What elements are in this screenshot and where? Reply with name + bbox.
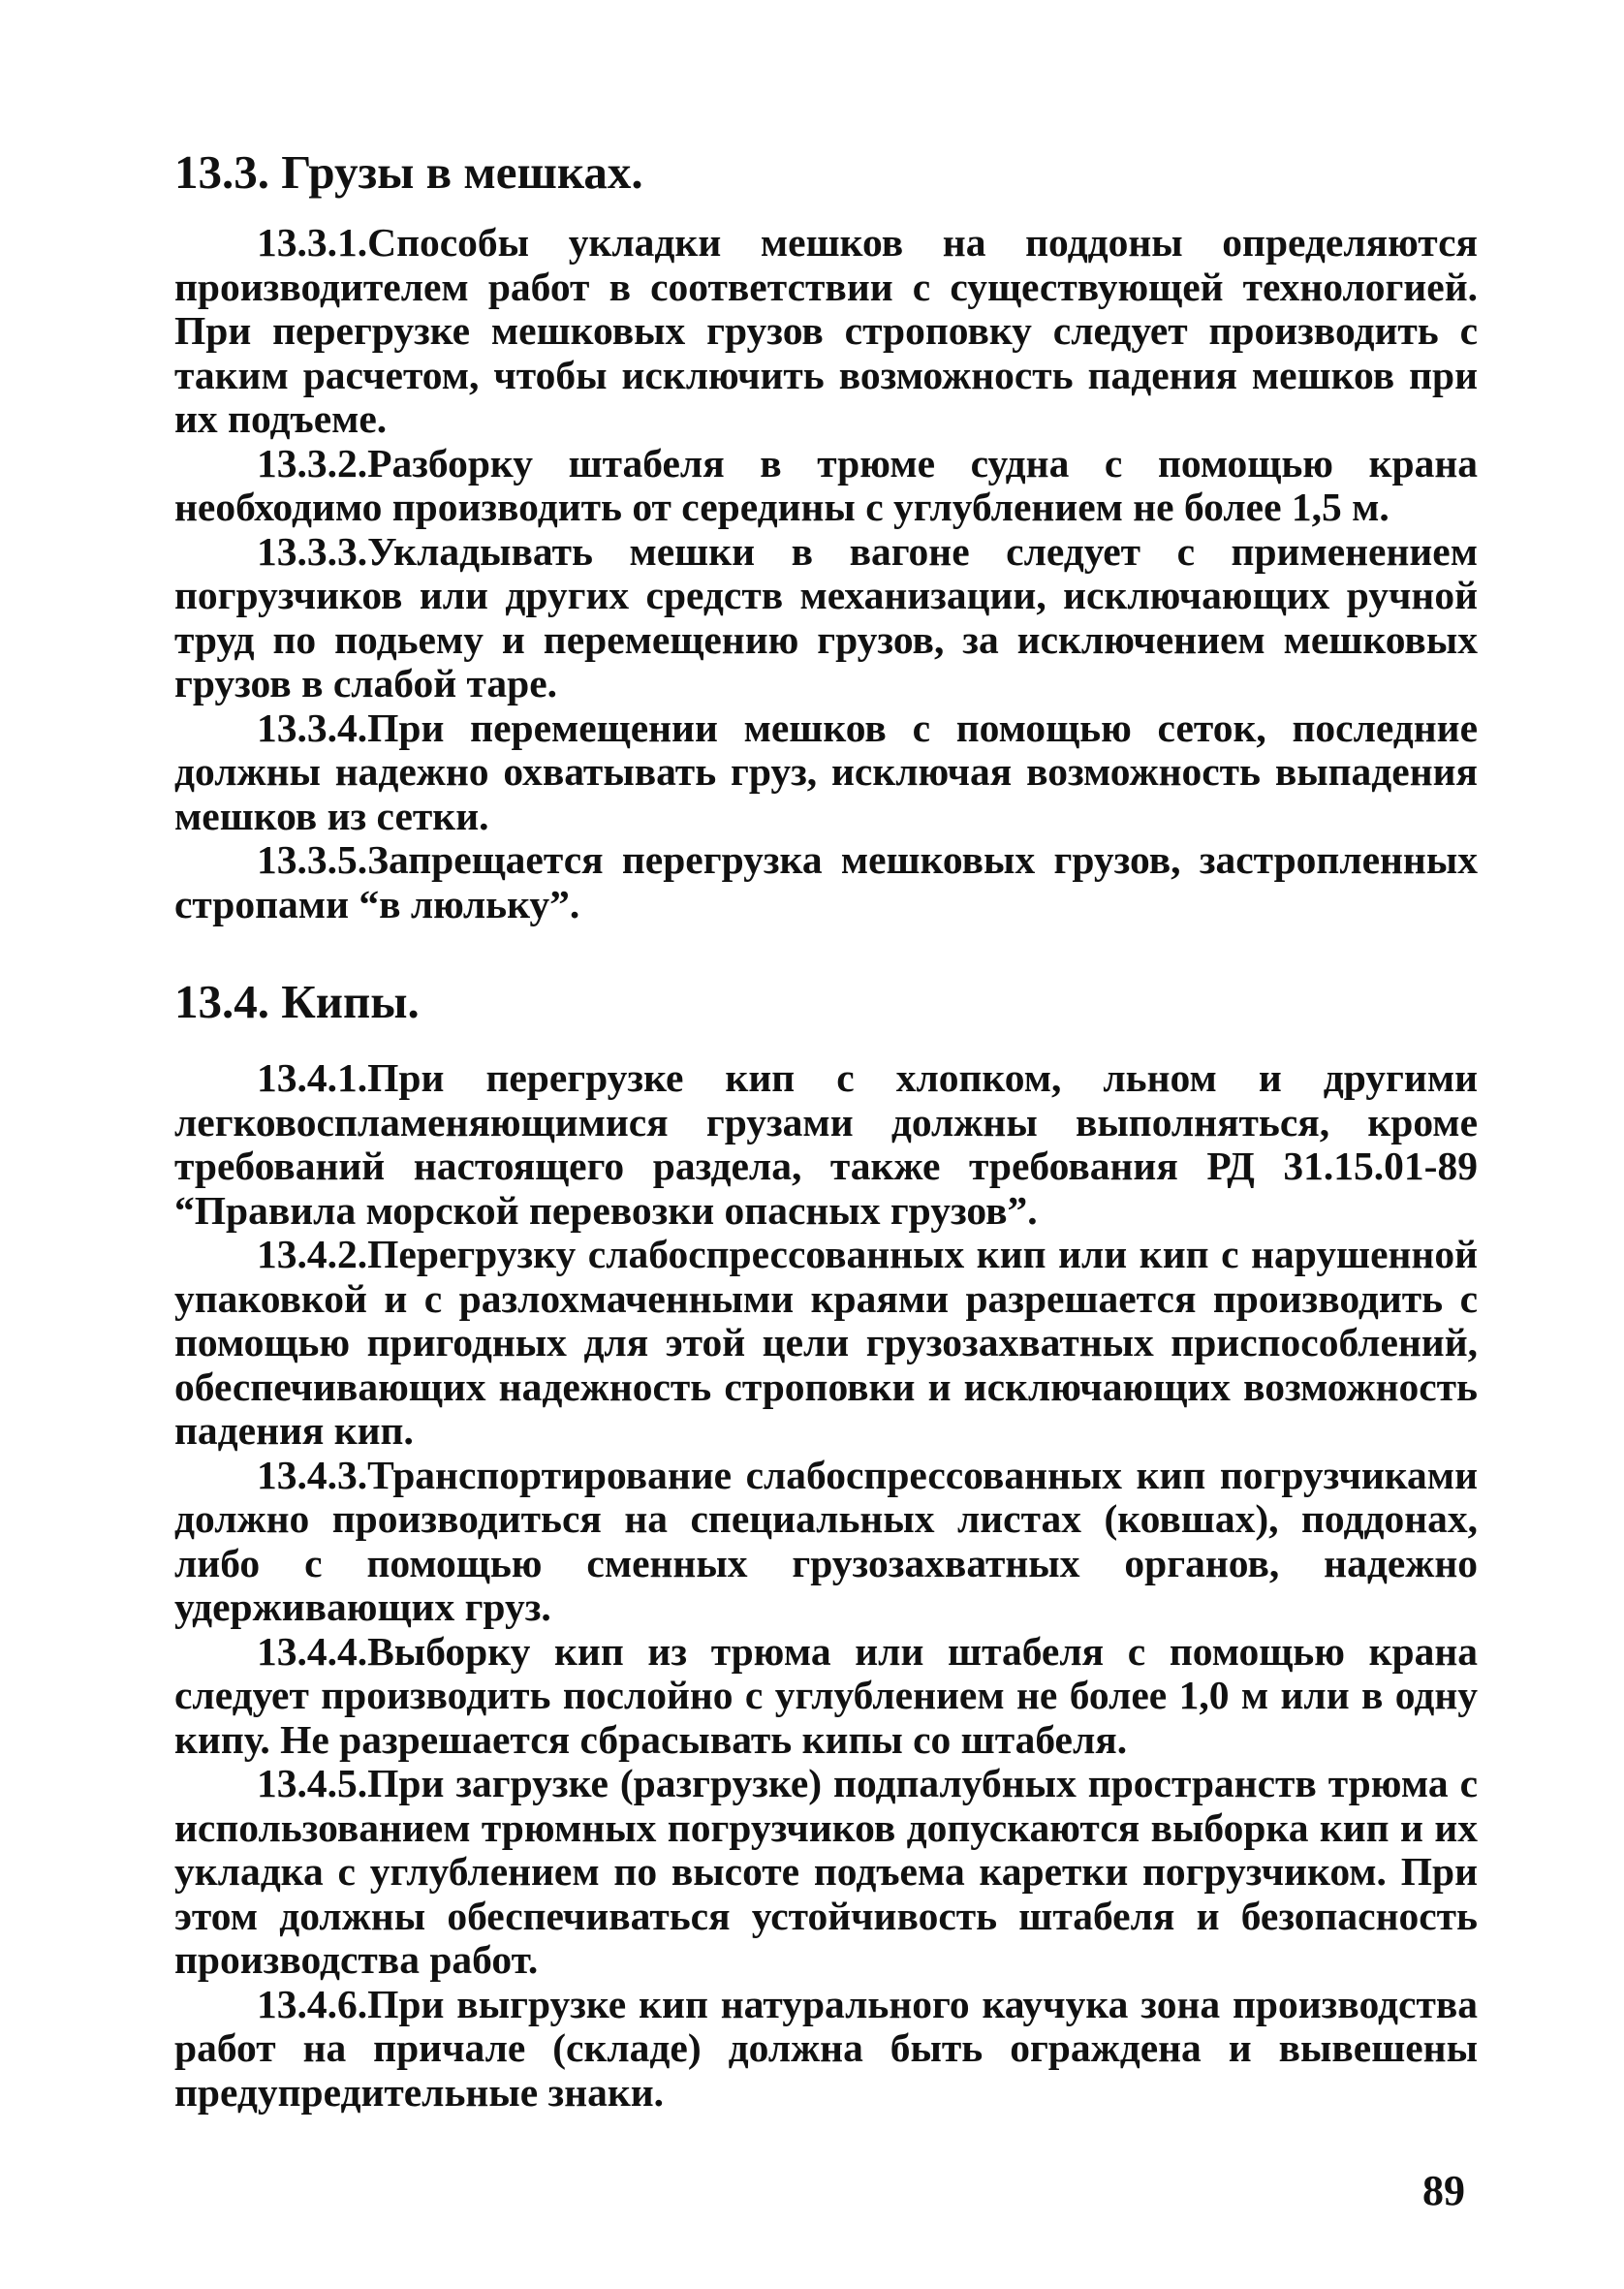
paragraph-13-3-4 <box>174 706 1478 839</box>
paragraph-text: При перегрузке кип с хлопком, льном и другими легковоспламеняющимися грузами должны выполняться, кроме требований настоящего раздела, также требования РД 31.15.01-89 “Правила морской перевозки опасных грузов”. <box>174 1055 1478 1233</box>
paragraph-13-4-3 <box>174 1454 1478 1630</box>
paragraph-13-3-5 <box>174 838 1478 926</box>
paragraph-text: При выгрузке кип натурального каучука зона производства работ на причале (складе) должна быть ограждена и вывешены предупредительные знаки. <box>174 1981 1478 2115</box>
section-bales <box>174 975 1478 2115</box>
paragraph-number: 13.3.4. <box>257 705 368 750</box>
paragraph-number: 13.4.5. <box>257 1761 368 1805</box>
paragraph-13-4-5 <box>174 1762 1478 1983</box>
paragraph-text: Разборку штабеля в трюме судна с помощью крана необходимо производить от середины с углублением не более 1,5 м. <box>174 440 1478 529</box>
paragraph-number: 13.4.2. <box>257 1232 368 1276</box>
paragraph-number: 13.3.2. <box>257 440 368 486</box>
section-title: 13.3. Грузы в мешках. <box>174 145 643 199</box>
section-bags <box>174 145 1478 926</box>
paragraph-number: 13.4.3. <box>257 1452 368 1497</box>
page-body <box>174 145 1478 2115</box>
paragraph-13-3-3 <box>174 530 1478 706</box>
paragraph-text: Запрещается перегрузка мешковых грузов, застропленных стропами “в люльку”. <box>174 837 1478 926</box>
paragraph-number: 13.3.3. <box>257 528 368 574</box>
paragraph-number: 13.4.4. <box>257 1628 368 1674</box>
paragraph-13-4-2 <box>174 1233 1478 1454</box>
paragraph-13-3-1 <box>174 221 1478 442</box>
paragraph-text: При загрузке (разгрузке) подпалубных пространств трюма с использованием трюмных погрузчиков допускаются выборка кип и их укладка с углублением по высоте подъема каретки погрузчиком. При этом должны обеспечиваться устойчивость штабеля и безопасность производства работ. <box>174 1761 1478 1982</box>
paragraph-13-3-2 <box>174 442 1478 530</box>
paragraph-text: Способы укладки мешков на поддоны определяются производителем работ в соответствии с существующей технологией. При перегрузке мешковых грузов строповку следует производить с таким расчетом, чтобы исключить возможность падения мешков при их подъеме. <box>174 220 1478 441</box>
paragraph-number: 13.3.1. <box>257 220 368 265</box>
paragraph-13-4-6 <box>174 1983 1478 2116</box>
page-number: 89 <box>1422 2167 1465 2214</box>
paragraph-text: Выборку кип из трюма или штабеля с помощью крана следует производить послойно с углублением не более 1,0 м или в одну кипу. Не разрешается сбрасывать кипы со штабеля. <box>174 1628 1478 1762</box>
section-title: 13.4. Кипы. <box>174 975 420 1028</box>
paragraph-text: Перегрузку слабоспрессованных кип или кип с нарушенной упаковкой и с разлохмаченными краями разрешается производить с помощью пригодных для этой цели грузозахватных приспособлений, обеспечивающих надежность строповки и исключающих возможность падения кип. <box>174 1232 1478 1453</box>
paragraph-number: 13.3.5. <box>257 837 368 882</box>
paragraph-text: Укладывать мешки в вагоне следует с применением погрузчиков или других средств механизации, исключающих ручной труд по подьему и перемещению грузов, за исключением мешковых грузов в слабой таре. <box>174 528 1478 706</box>
paragraph-number: 13.4.6. <box>257 1981 368 2026</box>
paragraph-text: При перемещении мешков с помощью сеток, последние должны надежно охватывать груз, исключая возможность выпадения мешков из сетки. <box>174 705 1478 838</box>
paragraph-number: 13.4.1. <box>257 1055 368 1100</box>
paragraph-text: Транспортирование слабоспрессованных кип погрузчиками должно производиться на специальных листах (ковшах), поддонах, либо с помощью сменных грузозахватных органов, надежно удерживающих груз. <box>174 1452 1478 1629</box>
paragraph-13-4-1 <box>174 1056 1478 1233</box>
paragraph-13-4-4 <box>174 1630 1478 1763</box>
